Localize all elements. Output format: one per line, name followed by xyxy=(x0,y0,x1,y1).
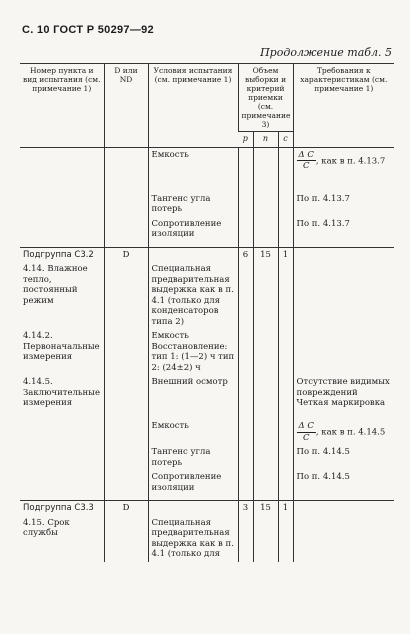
subgroup-label: Подгруппа С3.2 xyxy=(20,247,104,262)
table-row xyxy=(20,262,394,329)
condition-cell: Внешний осмотр xyxy=(148,375,238,419)
code-cell: D xyxy=(104,501,148,516)
condition-cell: Сопротивление изоляции xyxy=(148,470,238,501)
header-requirements: Требования к характеристикам (см. примечание 1) xyxy=(293,64,394,148)
table-row xyxy=(20,516,394,562)
header-n: n xyxy=(253,132,278,148)
condition-cell: Тангенс угла потерь xyxy=(148,192,238,217)
condition-cell: Емкость Восстановление: тип 1: (1—2) ч тип 2: (24±2) ч xyxy=(148,329,238,375)
delta-c-fraction: $\frac{\text{Δ C}}{C}$ xyxy=(298,149,314,171)
page-header: С. 10 ГОСТ Р 50297—92 xyxy=(22,24,154,36)
condition-cell: Емкость xyxy=(148,147,238,192)
n-cell: 15 xyxy=(253,501,278,516)
condition-cell: Тангенс угла потерь xyxy=(148,445,238,470)
item-cell: 4.14.2. Первоначальные измерения xyxy=(23,331,100,362)
header-sampling: Объем выборки и критерий приемки (см. примечание 3) xyxy=(238,64,293,132)
c-cell: 1 xyxy=(278,501,293,516)
p-cell: 3 xyxy=(238,501,253,516)
condition-cell: Сопротивление изоляции xyxy=(148,217,238,248)
item-cell: 4.15. Срок службы xyxy=(23,517,70,538)
table-row xyxy=(20,501,394,516)
table-row xyxy=(20,445,394,470)
table-header-row xyxy=(20,64,394,132)
table-row xyxy=(20,247,394,262)
requirement-cell: По п. 4.13.7 xyxy=(293,217,394,248)
condition-cell: Емкость xyxy=(148,419,238,445)
requirement-cell: По п. 4.14.5 xyxy=(293,445,394,470)
condition-cell: Специальная предварительная выдержка как в п. 4.1 (только для конденсаторов типа 2) xyxy=(148,262,238,329)
header-code: D или ND xyxy=(104,64,148,148)
table-row xyxy=(20,147,394,192)
delta-c-fraction: $\frac{\text{Δ C}}{C}$ xyxy=(298,421,314,443)
table-row xyxy=(20,470,394,501)
table-row xyxy=(20,329,394,375)
table-row xyxy=(20,192,394,217)
test-table xyxy=(20,63,394,562)
header-item: Номер пункта и вид испытания (см. примечание 1) xyxy=(20,64,104,148)
requirement-cell: $\frac{\text{Δ C}}{C}$ , как в п. 4.13.7 xyxy=(293,147,394,192)
header-conditions: Условия испытания (см. примечание 1) xyxy=(148,64,238,148)
header-c: c xyxy=(278,132,293,148)
requirement-cell: По п. 4.13.7 xyxy=(293,192,394,217)
item-cell: 4.14.5. Заключительные измерения xyxy=(23,377,100,408)
table-row xyxy=(20,419,394,445)
condition-cell: Специальная предварительная выдержка как в п. 4.1 (только для xyxy=(148,516,238,562)
requirement-cell: По п. 4.14.5 xyxy=(293,470,394,501)
p-cell: 6 xyxy=(238,247,253,262)
code-cell: D xyxy=(104,247,148,262)
requirement-cell: $\frac{\text{Δ C}}{C}$ , как в п. 4.14.5 xyxy=(293,419,394,445)
table-row xyxy=(20,375,394,419)
table-row xyxy=(20,217,394,248)
item-cell: 4.14. Влажное тепло, постоянный режим xyxy=(23,264,88,306)
subgroup-label: Подгруппа С3.3 xyxy=(20,501,104,516)
table-continuation-caption: Продолжение табл. 5 xyxy=(260,46,392,59)
requirement-cell: Отсутствие видимых повреждений Четкая маркировка xyxy=(293,375,394,419)
header-p: p xyxy=(238,132,253,148)
c-cell: 1 xyxy=(278,247,293,262)
n-cell: 15 xyxy=(253,247,278,262)
